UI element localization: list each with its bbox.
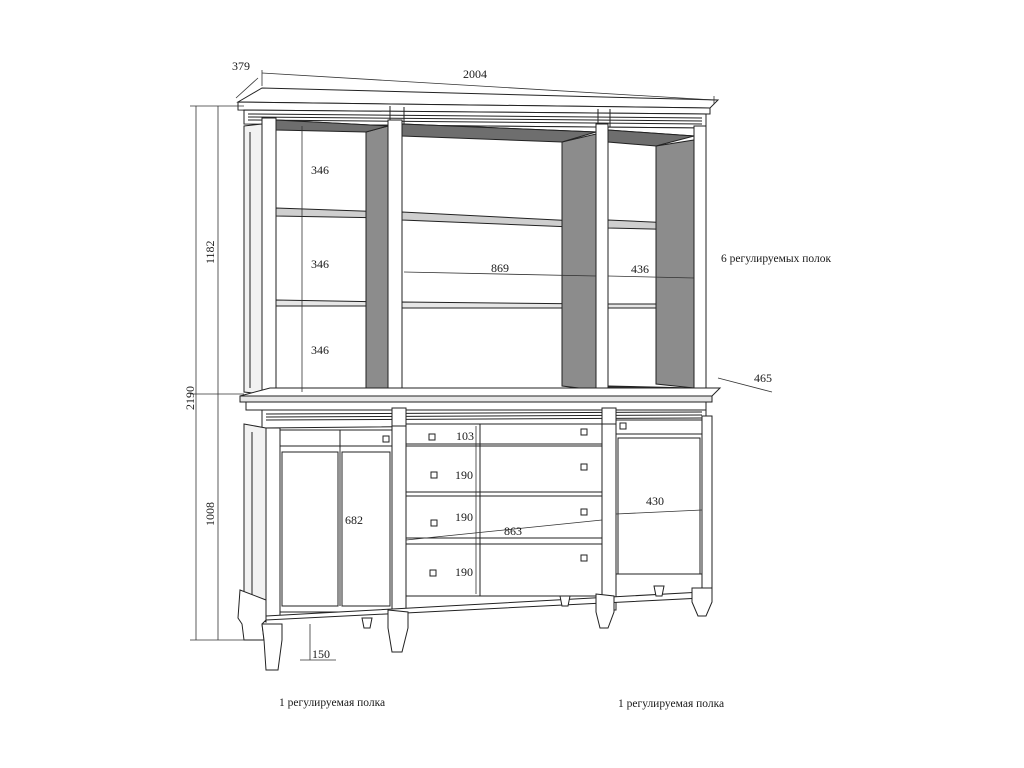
total-depth-label: 379 [232,59,250,73]
lower-cabinet [244,416,712,622]
base-depth-label: 465 [754,371,772,385]
drawer-height-2-label: 190 [455,510,473,524]
base-height-label: 1008 [203,502,217,526]
middle-section-width-label: 869 [491,261,509,275]
side-section-width-label: 436 [631,262,649,276]
shelf-gap-2-label: 346 [311,257,329,271]
right-cabinet-width-label: 430 [646,494,664,508]
shelf-gap-3-label: 346 [311,343,329,357]
top-shelves-note: 6 регулируемых полок [721,253,832,265]
total-width-label: 2004 [463,67,487,81]
left-cabinet-shelf-note: 1 регулируемая полка [279,697,386,709]
shelf-gap-1-label: 346 [311,163,329,177]
top-drawer-height-label: 103 [456,429,474,443]
total-height-label: 2190 [183,386,197,410]
right-cabinet-shelf-note: 1 регулируемая полка [618,698,725,710]
counter-top [240,388,720,410]
drawer-height-1-label: 190 [455,468,473,482]
drawer-width-label: 863 [504,524,522,538]
drawer-height-3-label: 190 [455,565,473,579]
top-height-label: 1182 [203,240,217,264]
leg-height-label: 150 [312,647,330,661]
left-door-height-label: 682 [345,513,363,527]
